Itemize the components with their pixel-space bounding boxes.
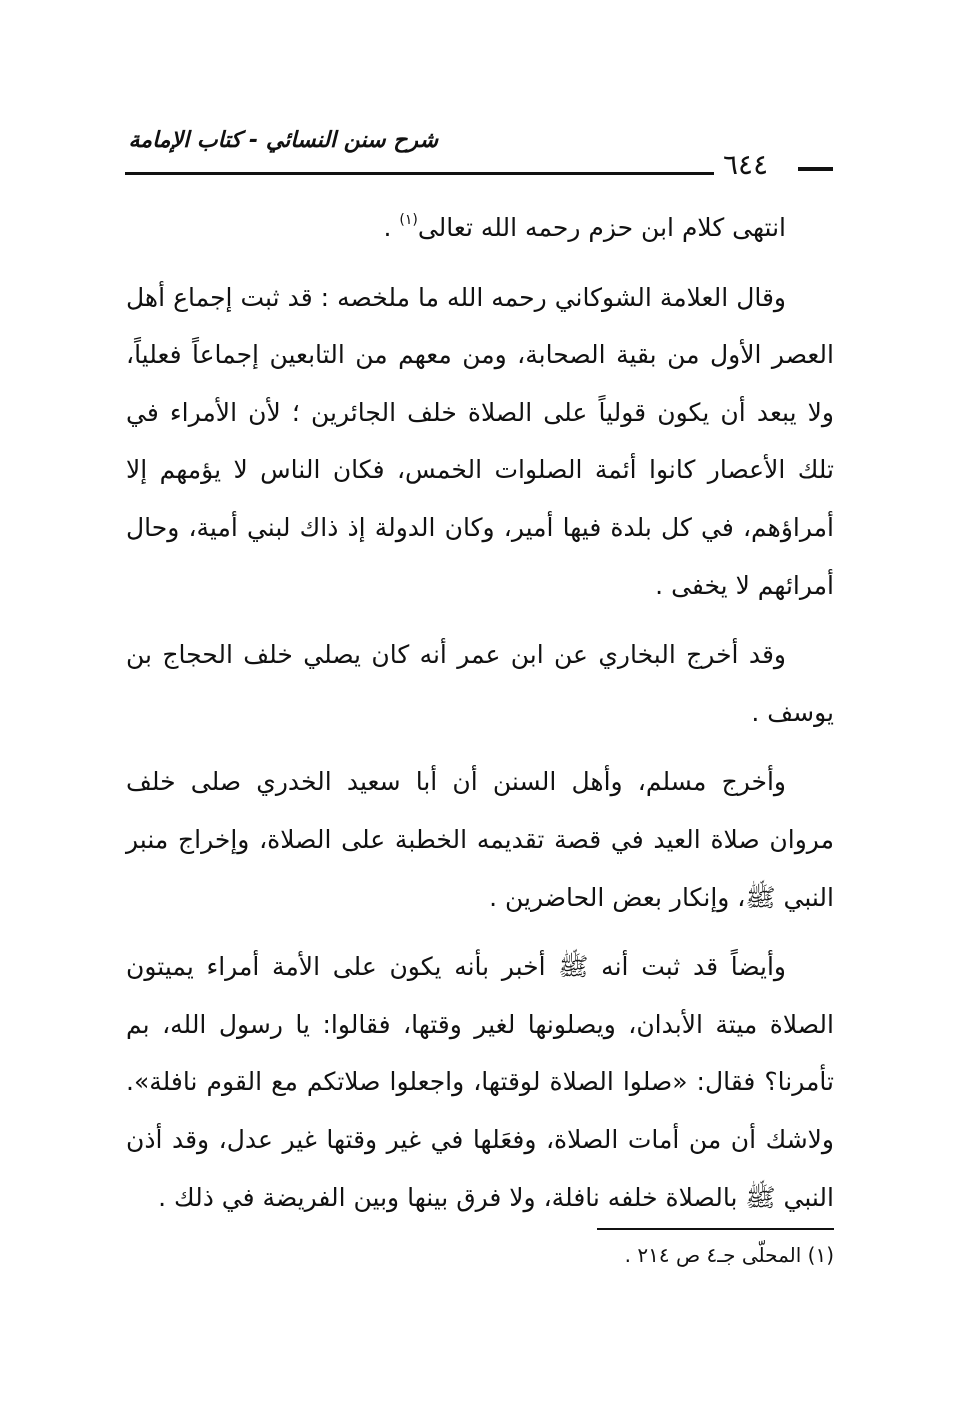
header-dash [798,167,833,171]
footnote-reference: (١) [399,212,418,228]
paragraph-1-text: انتهى كلام ابن حزم رحمه الله تعالى [417,213,786,242]
header-rule [125,172,714,175]
page-header [125,118,836,181]
paragraph-4: وأخرج مسلم، وأهل السنن أن أبا سعيد الخدري صلى خلف مروان صلاة العيد في قصة تقديمه الخطبة على الصلاة، وإخراج منبر النبي ﷺ، وإنكار بعض الحاضرين . [126,767,834,912]
body-text [126,192,834,1226]
footnote: (١) المحلّى جـ٤ ص ٢١٤ . [624,1243,834,1267]
running-title: شرح سنن النسائي - كتاب الإمامة [128,128,438,153]
paragraph-2: وقال العلامة الشوكاني رحمه الله ما ملخصه : قد ثبت إجماع أهل العصر الأول من بقية الصحابة، ومن معهم من التابعين إجماعاً فعلياً، ولا يبعد أن يكون قولياً على الصلاة خلف الجائرين ؛ لأن الأمراء في تلك الأعصار كانوا أئمة الصلوات الخمس، فكان الناس لا يؤمهم إلا أمراؤهم، في كل بلدة فيها أمير، وكان الدولة إذ ذاك لبني أمية، وحال أمرائهم لا يخفى . [126,282,834,600]
paragraph-1 [126,192,834,257]
paragraph-1-end: . [383,213,400,242]
page-number: ٦٤٤ [723,148,769,181]
paragraph-3: وقد أخرج البخاري عن ابن عمر أنه كان يصلي خلف الحجاج بن يوسف . [126,640,834,727]
paragraph-5: وأيضاً قد ثبت أنه ﷺ أخبر بأنه يكون على الأمة أمراء يميتون الصلاة ميتة الأبدان، ويصلونها لغير وقتها، فقالوا: يا رسول الله، بم تأمرنا؟ فقال: «صلوا الصلاة لوقتها، واجعلوا صلاتكم مع القوم نافلة». ولاشك أن من أمات الصلاة، وفعَلها في غير وقتها غير عدل، وقد أذن النبي ﷺ بالصلاة خلفه نافلة، ولا فرق بينها وبين الفريضة في ذلك . [126,952,834,1212]
footnote-rule [597,1228,834,1230]
